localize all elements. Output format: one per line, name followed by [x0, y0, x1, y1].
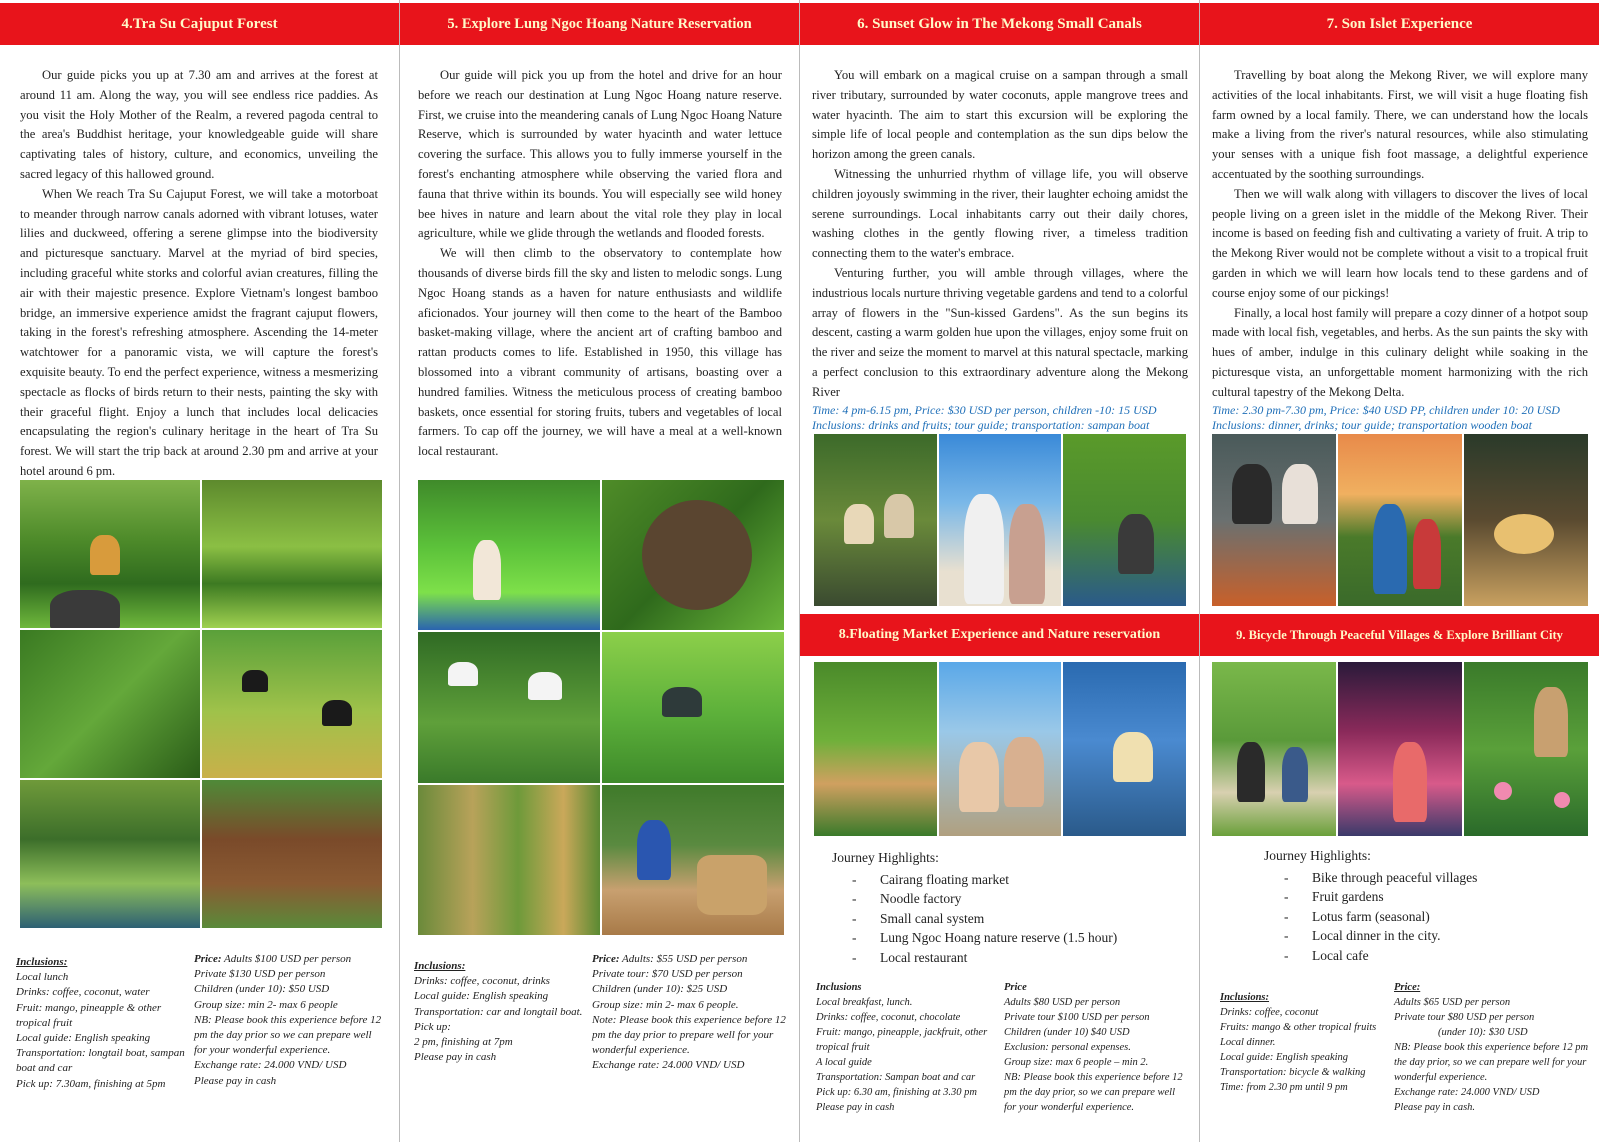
- price-item: Adults $100 USD per person: [224, 953, 352, 965]
- inclusion-item: Please pay in cash: [816, 1102, 895, 1113]
- price-item: Private tour: $70 USD per person: [592, 968, 743, 981]
- highlights-heading: Journey Highlights:: [1264, 848, 1371, 863]
- price-item: Private tour $80 USD per person: [1394, 1012, 1535, 1023]
- price-list: [194, 952, 386, 1089]
- inclusion-item: Please pay in cash: [414, 1051, 497, 1064]
- price-list: [1394, 980, 1590, 1115]
- paragraph: Witnessing the unhurried rhythm of village life, you will observe children joyously swimming in the river, their laughter echoing amidst the serene surroundings. Local inhabitants carry out their daily chores, washing clothes in the gently flowing river, a timeless tradition connecting them to the water's embrace.: [812, 166, 1188, 261]
- price-item: Adults: $55 USD per person: [622, 953, 748, 965]
- photo-couple-selfie: [939, 434, 1062, 606]
- highlights-heading: Journey Highlights:: [832, 850, 939, 865]
- photo-wild-bee-hive: [602, 480, 784, 630]
- price-item: Children (under 10) $40 USD: [1004, 1027, 1130, 1038]
- inclusions-list: [1220, 990, 1390, 1095]
- panel-title: 6. Sunset Glow in The Mekong Small Canals: [800, 3, 1199, 45]
- inclusion-item: Pick up:: [414, 1020, 451, 1033]
- inclusion-item: A local guide: [816, 1057, 872, 1068]
- highlight-item: - Bike through peaceful villages: [1264, 868, 1584, 888]
- highlights-list: [832, 870, 1192, 968]
- price-list: [1004, 980, 1188, 1115]
- panel-title: 4.Tra Su Cajuput Forest: [0, 3, 399, 45]
- photo-woman-boat-hat: [1063, 662, 1186, 836]
- paragraph: Travelling by boat along the Mekong River, we will explore many activities of the local inhabitants. First, we will visit a huge floating fish farm owned by a local family. There, we can understand how the locals make a living from the river's natural resources, while also stimulating your senses with a unique fish foot massage, a delightful experience accentuated by the soothing surroundings.: [1212, 68, 1588, 181]
- paragraph: You will embark on a magical cruise on a sampan through a small river tributary, surrounded by water coconuts, apple mangrove trees and water hyacinth. The aim to start this excursion will be exploring the simple life of local people and contemplation as the sun dips below the horizon among the green canals.: [812, 68, 1188, 162]
- price-heading: Price: [1004, 982, 1027, 993]
- journey-highlights: [832, 848, 1192, 967]
- highlight-item: - Fruit gardens: [1264, 887, 1584, 907]
- photo-grid: [418, 480, 784, 935]
- inclusion-item: Drinks: coffee, coconut, drinks: [414, 975, 550, 988]
- price-item: NB: Please book this experience before 12 pm the day prior so we can prepare well for your wonderful experience.: [194, 1013, 382, 1057]
- inclusion-item: Pick up: 7.30am, finishing at 5pm: [16, 1077, 166, 1090]
- inclusion-item: Fruits: mango & other tropical fruits: [1220, 1022, 1377, 1033]
- photo-cajuput-trees: [418, 785, 600, 935]
- photo-strip: [814, 434, 1186, 606]
- price-item: Group size: max 6 people – min 2.: [1004, 1057, 1149, 1068]
- info-block: [414, 955, 790, 1135]
- price-item: (under 10): $30 USD: [1438, 1027, 1528, 1038]
- inclusions-line: Inclusions: drinks and fruits; tour guide; transportation: sampan boat: [812, 417, 1150, 432]
- panel-description: [1212, 66, 1588, 433]
- inclusions-list: [16, 955, 186, 1092]
- inclusions-heading: Inclusions:: [1220, 992, 1270, 1003]
- photo-purple-swamphen: [602, 632, 784, 782]
- price-item: NB: Please book this experience before 12 pm the day prior, so we can prepare well for your wonderful experience.: [1004, 1072, 1183, 1113]
- price-item: Adults $80 USD per person: [1004, 997, 1121, 1008]
- panel-title: 8.Floating Market Experience and Nature reservation: [800, 614, 1199, 656]
- price-heading: Price:: [592, 953, 620, 965]
- inclusion-item: Drinks: coffee, coconut, water: [16, 986, 150, 999]
- inclusion-item: Local guide: English speaking: [414, 990, 549, 1003]
- highlight-item: - Local cafe: [1264, 946, 1584, 966]
- photo-floating-market-selfie: [939, 662, 1062, 836]
- inclusion-item: Transportation: bicycle & walking: [1220, 1067, 1366, 1078]
- photo-woman-on-boat: [1063, 434, 1186, 606]
- photo-sunset-family: [1338, 434, 1462, 606]
- photo-lantern-street: [1338, 662, 1462, 836]
- time-price-line: Time: 4 pm-6.15 pm, Price: $30 USD per person, children -10: 15 USD: [812, 402, 1157, 417]
- inclusion-item: Local guide: English speaking: [16, 1032, 151, 1045]
- price-item: Exchange rate: 24.000 VND/ USD: [592, 1059, 745, 1072]
- inclusions-heading: Inclusions:: [414, 960, 466, 972]
- price-item: Exchange rate: 24.000 VND/ USD: [194, 1059, 347, 1072]
- highlight-item: - Cairang floating market: [832, 870, 1192, 890]
- photo-basket-maker: [602, 785, 784, 935]
- inclusion-item: Local lunch: [16, 971, 69, 984]
- photo-bamboo-bridge-aerial: [20, 780, 200, 928]
- photo-woman-boat-duckweed: [418, 480, 600, 630]
- highlight-item: - Lung Ngoc Hoang nature reserve (1.5 hour): [832, 928, 1192, 948]
- photo-cycling-village: [1212, 662, 1336, 836]
- photo-lotus-farm: [1464, 662, 1588, 836]
- inclusion-item: Pick up: 6.30 am, finishing at 3.30 pm: [816, 1087, 977, 1098]
- panel-son-islet-and-bicycle: [1199, 0, 1599, 1142]
- inclusion-item: Local breakfast, lunch.: [816, 997, 913, 1008]
- price-item: Exclusion: personal expenses.: [1004, 1042, 1131, 1053]
- photo-boat-cajuput: [20, 480, 200, 628]
- panel-title: 9. Bicycle Through Peaceful Villages & Explore Brilliant City: [1200, 614, 1599, 656]
- price-item: Please pay in cash: [194, 1074, 277, 1087]
- highlight-item: - Local restaurant: [832, 948, 1192, 968]
- price-item: Exchange rate: 24.000 VND/ USD: [1394, 1087, 1540, 1098]
- inclusions-list: [816, 980, 1000, 1115]
- inclusion-item: Local guide: English speaking: [1220, 1052, 1349, 1063]
- inclusion-item: Time: from 2.30 pm until 9 pm: [1220, 1082, 1348, 1093]
- photo-strip: [1212, 434, 1588, 606]
- price-item: Children (under 10): $50 USD: [194, 983, 330, 996]
- inclusion-item: Transportation: longtail boat, sampan boat and car: [16, 1047, 185, 1075]
- inclusion-item: Drinks: coffee, coconut: [1220, 1007, 1319, 1018]
- inclusions-heading: Inclusions:: [16, 956, 68, 968]
- photo-hotpot-dinner: [1464, 434, 1588, 606]
- inclusion-item: Transportation: car and longtail boat.: [414, 1005, 583, 1018]
- price-heading: Price:: [1394, 982, 1421, 993]
- paragraph: Our guide picks you up at 7.30 am and arrives at the forest at around 11 am. Along the way, you will see endless rice paddies. As you visit the Holy Mother of the Realm, a revered pagoda central to the area's Buddhist heritage, your knowledgeable guide will share captivating tales of history, culture, and economics, unveiling the sacred legacy of this hallowed ground.: [20, 68, 378, 181]
- price-item: Adults $65 USD per person: [1394, 997, 1511, 1008]
- price-item: Please pay in cash.: [1394, 1102, 1476, 1113]
- panel-description: [812, 66, 1188, 433]
- journey-highlights: [1264, 846, 1584, 965]
- paragraph: Our guide will pick you up from the hotel and drive for an hour before we reach our destination at Lung Ngoc Hoang nature reserve. First, we cruise into the meandering canals of Lung Ngoc Hoang Nature Reserve, which is surrounded by water hyacinth and water lettuce covering the surface. This allows you to fully immerse yourself in the forest's enchanting atmosphere while observing the varied flora and fauna that thrive within its bounds. You will especially see wild honey bee hives in nature and learn about the vital role they play in local agriculture, while we glide through the wetlands and flooded forests.: [418, 68, 782, 241]
- photo-watchtower-path: [202, 780, 382, 928]
- highlight-item: - Lotus farm (seasonal): [1264, 907, 1584, 927]
- price-list: [592, 952, 790, 1074]
- inclusion-item: 2 pm, finishing at 7pm: [414, 1036, 513, 1049]
- highlight-item: - Noodle factory: [832, 889, 1192, 909]
- photo-birds-wetland: [202, 630, 382, 778]
- photo-mangrove-branch: [20, 630, 200, 778]
- paragraph: Venturing further, you will amble through villages, where the industrious locals nurture thriving vegetable gardens and tend to a colorful array of flowers in the "Sun-kissed Gardens". As the sun begins its descent, casting a warm golden hue upon the villages, enjoy some fruit on the river and seize the moment to marvel at this natural spectacle, marking a perfect conclusion to this extraordinary adventure along the Mekong River: [812, 265, 1188, 399]
- inclusion-item: Transportation: Sampan boat and car: [816, 1072, 976, 1083]
- inclusions-list: [414, 959, 584, 1065]
- inclusions-heading: Inclusions: [816, 982, 862, 993]
- inclusions-line: Inclusions: dinner, drinks; tour guide; transportation wooden boat: [1212, 417, 1532, 432]
- time-price-line: Time: 2.30 pm-7.30 pm, Price: $40 USD PP, children under 10: 20 USD: [1212, 402, 1560, 417]
- highlights-list: [1264, 868, 1584, 966]
- paragraph: When We reach Tra Su Cajuput Forest, we will take a motorboat to meander through narrow canals adorned with vibrant lotuses, water lilies and duckweed, offering a serene glimpse into the biodiversity and picturesque sanctuary. Marvel at the myriad of bird species, including graceful white storks and colorful avian creatures, filling the air with their majestic presence. Explore Vietnam's longest bamboo bridge, an immersive experience amidst the fragrant cajuput flowers, taking in the forest's refreshing atmosphere. Ascending the 14-meter watchtower for a panoramic vista, we will capture the forest's exquisite beauty. To end the perfect experience, witness a mesmerizing spectacle as flocks of birds return to their nests, painting the sky with their graceful flight. Enjoy a lunch that includes local delicacies encapsulating the region's culinary heritage in the heart of Tra Su forest. We will start the trip back at around 2.30 pm and arrive at your hotel around 6 pm.: [20, 186, 378, 478]
- photo-strip: [1212, 662, 1588, 836]
- price-heading: Price:: [194, 953, 222, 965]
- paragraph: Finally, a local host family will prepare a cozy dinner of a hotpot soup made with local fish, vegetables, and herbs. As the sun paints the sky with hues of amber, indulge in this culinary delight while soaking in the picturesque vista, an unforgettable moment harmonizing with the rich cultural tapestry of the Mekong Delta.: [1212, 305, 1588, 399]
- price-item: Private $130 USD per person: [194, 968, 326, 981]
- info-block: [16, 955, 386, 1135]
- photo-grid: [20, 480, 382, 928]
- highlight-item: - Local dinner in the city.: [1264, 926, 1584, 946]
- inclusion-item: Fruit: mango, pineapple & other tropical fruit: [16, 1001, 162, 1029]
- price-item: Children (under 10): $25 USD: [592, 983, 728, 996]
- info-block: [816, 980, 1188, 1140]
- price-item: Group size: min 2- max 6 people.: [592, 998, 739, 1011]
- paragraph: Then we will walk along with villagers to discover the lives of local people living on a green islet in the middle of the Mekong River. Their income is based on feeding fish and cultivating a variety of fruit. A trip to the Mekong River would not be complete without a visit to a tropical fruit garden in which we will learn how locals tend to these gardens and of course enjoy some of our pickings!: [1212, 186, 1588, 300]
- inclusion-item: Fruit: mango, pineapple, jackfruit, other tropical fruit: [816, 1027, 988, 1053]
- price-item: Private tour $100 USD per person: [1004, 1012, 1150, 1023]
- price-item: Note: Please book this experience before 12 pm the day prior to prepare well for your wonderful experience.: [592, 1013, 786, 1057]
- photo-fish-foot-massage: [1212, 434, 1336, 606]
- price-item: NB: Please book this experience before 12 pm the day prior, so we can prepare well for your wonderful experience.: [1394, 1042, 1589, 1083]
- photo-white-storks: [418, 632, 600, 782]
- info-block: [1220, 980, 1592, 1140]
- photo-tree-path: [814, 662, 937, 836]
- inclusion-item: Local dinner.: [1220, 1037, 1276, 1048]
- panel-sunset-and-floating-market: [799, 0, 1199, 1142]
- panel-tra-su: [0, 0, 399, 1142]
- panel-description: [418, 66, 782, 462]
- paragraph: We will then climb to the observatory to contemplate how thousands of diverse birds fill the sky and listen to melodic songs. Lung Ngoc Hoang stands as a haven for nature enthusiasts and wildlife aficionados. Your journey will then come to the heart of the Bamboo basket-making village, where the ancient art of crafting bamboo and rattan products comes to life. Established in 1950, this village has blossomed into a vibrant community of artisans, boasting over a hundred families. Witness the meticulous process of creating bamboo baskets, once essential for storing fruits, tubers and vegetables of local farmers. To cap off the journey, we will have a meal at a well-known local restaurant.: [418, 246, 782, 459]
- price-item: Group size: min 2- max 6 people: [194, 998, 338, 1011]
- panel-lung-ngoc-hoang: [399, 0, 799, 1142]
- photo-strip: [814, 662, 1186, 836]
- photo-canal-trees: [202, 480, 382, 628]
- photo-sampan-hats: [814, 434, 937, 606]
- highlight-item: - Small canal system: [832, 909, 1192, 929]
- inclusion-item: Drinks: coffee, coconut, chocolate: [816, 1012, 961, 1023]
- panel-title: 7. Son Islet Experience: [1200, 3, 1599, 45]
- panel-description: [20, 66, 378, 482]
- panel-title: 5. Explore Lung Ngoc Hoang Nature Reservation: [400, 3, 799, 45]
